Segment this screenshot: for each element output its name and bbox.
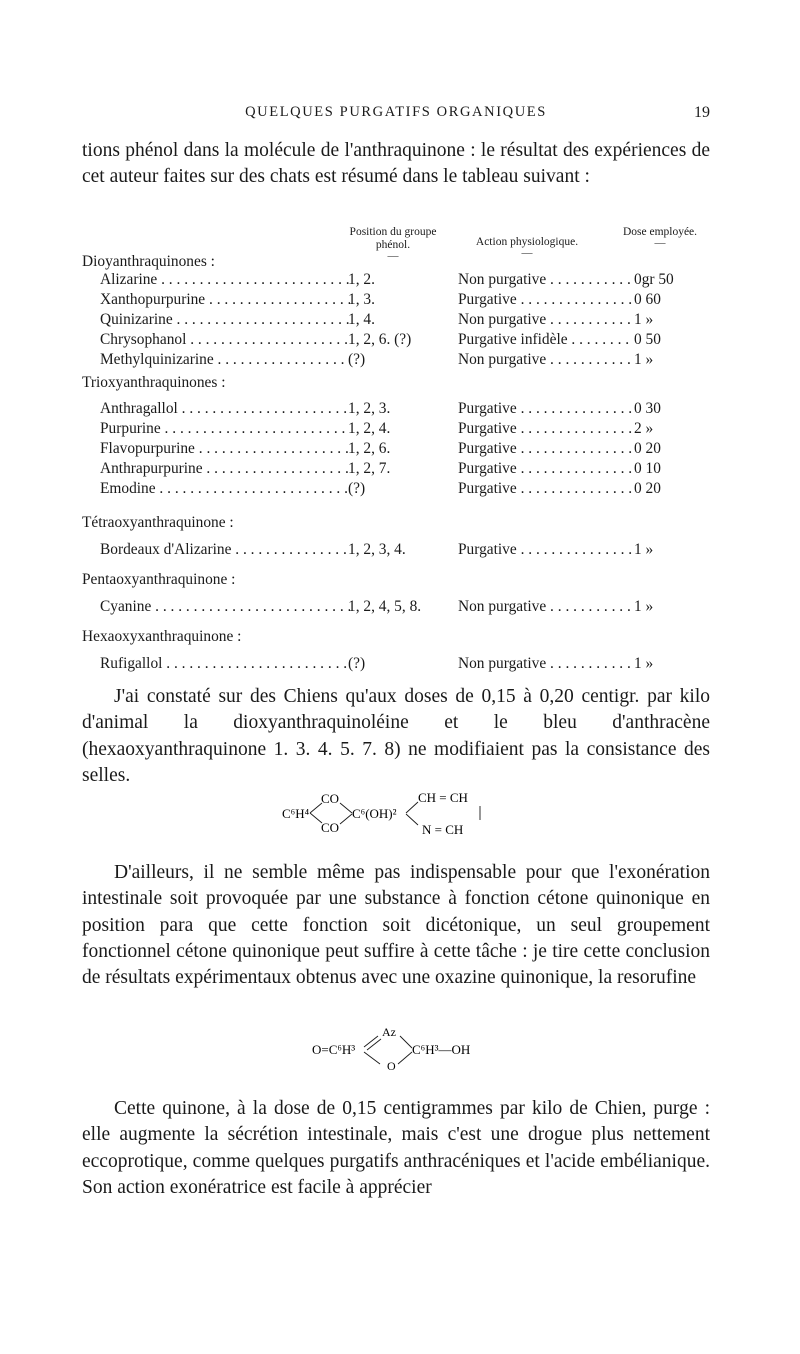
formula-1-n-bottom: N = CH xyxy=(422,822,464,837)
formula-1-co-top: CO xyxy=(321,791,340,806)
physiological-action: Purgative infidèle . . . xyxy=(458,331,632,349)
table-row xyxy=(82,655,710,675)
compound-name: Purpurine . . . xyxy=(100,420,350,438)
running-title: QUELQUES PURGATIFS ORGANIQUES xyxy=(245,104,547,120)
table-row xyxy=(82,598,710,618)
table-row xyxy=(82,480,710,500)
paragraph-resorufine: Cette quinone, à la dose de 0,15 centigrammes par kilo de Chien, purge : elle augmente la sécrétion intestinale, mais c'est une drogue plus nettement eccoprotique, comme quelques purgatifs anthracéniques et l'acide embélianique. Son action exonératrice est facile à apprécier xyxy=(82,1098,710,1198)
compound-name: Alizarine . . . xyxy=(100,271,350,289)
formula-resorufine xyxy=(312,1024,512,1074)
physiological-action: Non purgative . . . xyxy=(458,351,632,369)
compound-name: Chrysophanol . . . xyxy=(100,331,350,349)
physiological-action: Purgative . . . xyxy=(458,291,632,309)
phenol-position: 1, 4. xyxy=(348,311,375,328)
table-row xyxy=(82,351,710,371)
table-row xyxy=(82,271,710,291)
dose-used: 0gr 50 xyxy=(634,271,674,288)
column-header-position: Position du groupe phénol. — xyxy=(349,226,437,262)
formula-1-middle: C⁶(OH)² xyxy=(352,806,397,821)
compound-name: Bordeaux d'Alizarine . . . xyxy=(100,541,350,559)
compound-name: Cyanine . . . xyxy=(100,598,350,616)
formula-2-diagram xyxy=(312,1024,512,1074)
compound-name: Emodine . . . xyxy=(100,480,350,498)
compound-name: Quinizarine . . . xyxy=(100,311,350,329)
phenol-position: 1, 3. xyxy=(348,291,375,308)
compound-name: Anthragallol . . . xyxy=(100,400,350,418)
table-row xyxy=(82,331,710,351)
column-header-dose: Dose employée. — xyxy=(622,226,698,249)
table-row xyxy=(82,420,710,440)
page-number: 19 xyxy=(694,104,710,121)
compound-name: Anthrapurpurine . . . xyxy=(100,460,350,478)
table-row xyxy=(82,311,710,331)
table-row xyxy=(82,440,710,460)
group-label: Trioxyanthraquinones : xyxy=(82,374,226,391)
dose-used: 1 » xyxy=(634,598,654,615)
compound-name: Methylquinizarine . . . xyxy=(100,351,350,369)
dose-used: 0 20 xyxy=(634,440,661,457)
formula-2-top: Az xyxy=(382,1025,396,1039)
dose-used: 0 20 xyxy=(634,480,661,497)
formula-2-bottom: O xyxy=(387,1059,396,1073)
phenol-position: (?) xyxy=(348,480,366,497)
dose-used: 1 » xyxy=(634,655,654,672)
physiological-action: Purgative . . . xyxy=(458,541,632,559)
formula-anthraquinone-oxazine xyxy=(282,788,522,838)
phenol-position: (?) xyxy=(348,655,366,672)
dose-used: 1 » xyxy=(634,541,654,558)
compound-name: Flavopurpurine . . . xyxy=(100,440,350,458)
physiological-action: Purgative . . . xyxy=(458,440,632,458)
table-row xyxy=(82,400,710,420)
physiological-action: Purgative . . . xyxy=(458,480,632,498)
dose-used: 0 50 xyxy=(634,331,661,348)
column-header-action: Action physiologique. — xyxy=(475,236,579,259)
dose-used: 1 » xyxy=(634,311,654,328)
formula-1-co-bottom: CO xyxy=(321,820,340,835)
phenol-position: 1, 2, 3. xyxy=(348,400,391,417)
formula-2-right: C⁶H³—OH xyxy=(412,1042,471,1057)
physiological-action: Non purgative . . . xyxy=(458,311,632,329)
physiological-action: Non purgative . . . xyxy=(458,271,632,289)
physiological-action: Non purgative . . . xyxy=(458,598,632,616)
phenol-position: 1, 2, 3, 4. xyxy=(348,541,406,558)
physiological-action: Non purgative . . . xyxy=(458,655,632,673)
table-row xyxy=(82,460,710,480)
phenol-position: 1, 2, 4. xyxy=(348,420,391,437)
dose-used: 1 » xyxy=(634,351,654,368)
dose-used: 0 10 xyxy=(634,460,661,477)
group-label: Tétraoxyanthraquinone : xyxy=(82,514,234,531)
page-header xyxy=(82,104,710,126)
phenol-position: 1, 2, 7. xyxy=(348,460,391,477)
compound-name: Rufigallol . . . xyxy=(100,655,350,673)
physiological-action: Purgative . . . xyxy=(458,460,632,478)
dose-used: 0 60 xyxy=(634,291,661,308)
formula-2-left: O=C⁶H³ xyxy=(312,1042,356,1057)
group-label: Hexaoxyxanthraquinone : xyxy=(82,628,242,645)
dose-used: 2 » xyxy=(634,420,654,437)
paragraph-chiens: J'ai constaté sur des Chiens qu'aux doses de 0,15 à 0,20 centigr. par kilo d'animal la dioxyanthraquinoléine et le bleu d'anthracène (hexaoxyanthraquinone 1. 3. 4. 5. 7. 8) ne modifiaient pas la consistance des selles. xyxy=(82,686,710,786)
paragraph-ailleurs: D'ailleurs, il ne semble même pas indispensable pour que l'exonération intestinale soit provoquée par une substance à fonction cétone quinonique en position para que cette fonction soit dicétonique, un seul groupement fonctionnel cétone quinonique peut suffire à cette tâche : je tire cette conclusion de résultats expérimentaux obtenus avec une oxazine quinonique, la resorufine xyxy=(82,862,710,989)
phenol-position: (?) xyxy=(348,351,366,368)
formula-1-diagram xyxy=(282,788,522,838)
table-row xyxy=(82,291,710,311)
formula-1-left: C⁶H⁴ xyxy=(282,806,310,821)
physiological-action: Purgative . . . xyxy=(458,400,632,418)
phenol-position: 1, 2, 4, 5, 8. xyxy=(348,598,422,615)
table-row xyxy=(82,541,710,561)
dose-used: 0 30 xyxy=(634,400,661,417)
phenol-position: 1, 2. xyxy=(348,271,375,288)
physiological-action: Purgative . . . xyxy=(458,420,632,438)
compound-name: Xanthopurpurine . . . xyxy=(100,291,350,309)
group-label: Dioyanthraquinones : xyxy=(82,253,215,270)
intro-paragraph: tions phénol dans la molécule de l'anthraquinone : le résultat des expériences de cet auteur faites sur des chats est résumé dans le tableau suivant : xyxy=(82,140,710,188)
formula-1-ch-top: CH = CH xyxy=(418,790,468,805)
group-label: Pentaoxyanthraquinone : xyxy=(82,571,236,588)
phenol-position: 1, 2, 6. xyxy=(348,440,391,457)
phenol-position: 1, 2, 6. (?) xyxy=(348,331,412,348)
